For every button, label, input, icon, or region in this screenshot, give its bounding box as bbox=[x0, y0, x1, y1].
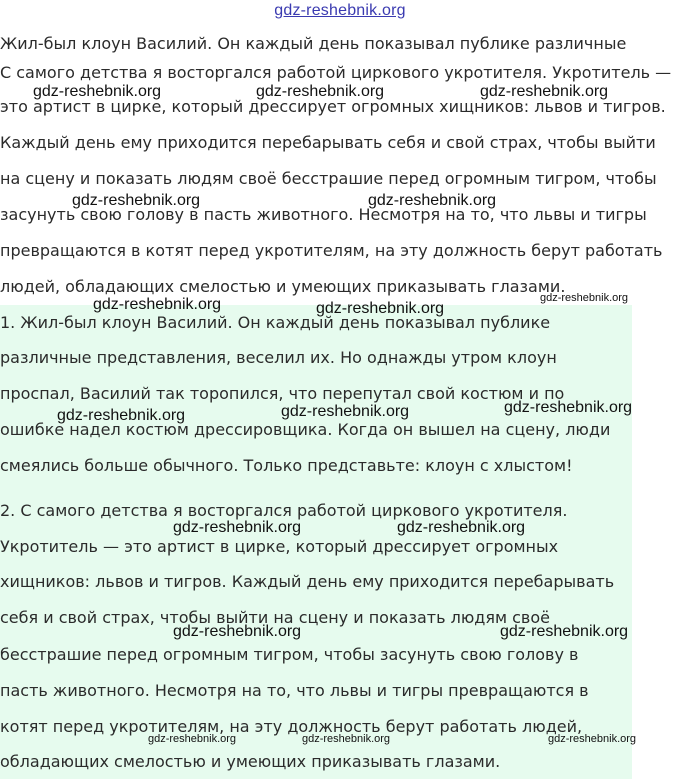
watermark: gdz-reshebnik.org bbox=[540, 292, 629, 304]
watermark: gdz-reshebnik.org bbox=[504, 399, 633, 416]
text-line: людей, обладающих смелостью и умеющих приказывать глазами. bbox=[0, 277, 566, 296]
text-line: засунуть свою голову в пасть животного. Несмотря на то, что львы и тигры bbox=[0, 205, 647, 224]
watermark: gdz-reshebnik.org bbox=[256, 83, 385, 100]
watermark: gdz-reshebnik.org bbox=[397, 519, 526, 536]
answer-line: хищников: львов и тигров. Каждый день ему приходится перебарывать bbox=[0, 572, 615, 591]
watermark: gdz-reshebnik.org bbox=[148, 733, 237, 745]
answer-line: обладающих смелостью и умеющих приказывать глазами. bbox=[0, 752, 501, 771]
answer-line: 1. Жил-был клоун Василий. Он каждый день показывал публике bbox=[0, 313, 551, 332]
answer-line: смеялись больше обычного. Только представьте: клоун с хлыстом! bbox=[0, 456, 573, 475]
answer-line: проспал, Василий так торопился, что перепутал свой костюм и по bbox=[0, 384, 565, 403]
watermark: gdz-reshebnik.org bbox=[72, 192, 201, 209]
watermark: gdz-reshebnik.org bbox=[93, 296, 222, 313]
answer-line: Укротитель — это артист в цирке, который дрессирует огромных bbox=[0, 537, 559, 556]
watermark: gdz-reshebnik.org bbox=[33, 83, 162, 100]
answer-line: 2. С самого детства я восторгался работой циркового укротителя. bbox=[0, 501, 568, 520]
watermark: gdz-reshebnik.org bbox=[368, 192, 497, 209]
header-watermark-link[interactable]: gdz-reshebnik.org bbox=[274, 2, 406, 19]
answer-line: котят перед укротителям, на эту должность берут работать людей, bbox=[0, 717, 583, 736]
text-line: Каждый день ему приходится перебарывать себя и свой страх, чтобы выйти bbox=[0, 133, 656, 152]
text-line: это артист в цирке, который дрессирует огромных хищников: львов и тигров. bbox=[0, 97, 666, 116]
answer-line: себя и свой страх, чтобы выйти на сцену и показать людям своё bbox=[0, 608, 550, 627]
watermark: gdz-reshebnik.org bbox=[302, 733, 391, 745]
watermark: gdz-reshebnik.org bbox=[173, 519, 302, 536]
answer-line: различные представления, веселил их. Но однажды утром клоун bbox=[0, 348, 557, 367]
text-line: Жил-был клоун Василий. Он каждый день показывал публике различные bbox=[0, 34, 627, 53]
answer-line: ошибке надел костюм дрессировщика. Когда он вышел на сцену, люди bbox=[0, 420, 611, 439]
text-line: превращаются в котят перед укротителям, на эту должность берут работать bbox=[0, 241, 663, 260]
watermark: gdz-reshebnik.org bbox=[480, 83, 609, 100]
answer-line: бесстрашие перед огромным тигром, чтобы засунуть свою голову в bbox=[0, 645, 579, 664]
watermark: gdz-reshebnik.org bbox=[281, 403, 410, 420]
answer-line: пасть животного. Несмотря на то, что львы и тигры превращаются в bbox=[0, 681, 589, 700]
watermark: gdz-reshebnik.org bbox=[500, 623, 629, 640]
watermark: gdz-reshebnik.org bbox=[57, 407, 186, 424]
watermark: gdz-reshebnik.org bbox=[173, 623, 302, 640]
text-line: С самого детства я восторгался работой циркового укротителя. Укротитель — bbox=[0, 63, 672, 82]
watermark: gdz-reshebnik.org bbox=[316, 300, 445, 317]
text-line: на сцену и показать людям своё бесстрашие перед огромным тигром, чтобы bbox=[0, 169, 657, 188]
watermark: gdz-reshebnik.org bbox=[548, 733, 637, 745]
